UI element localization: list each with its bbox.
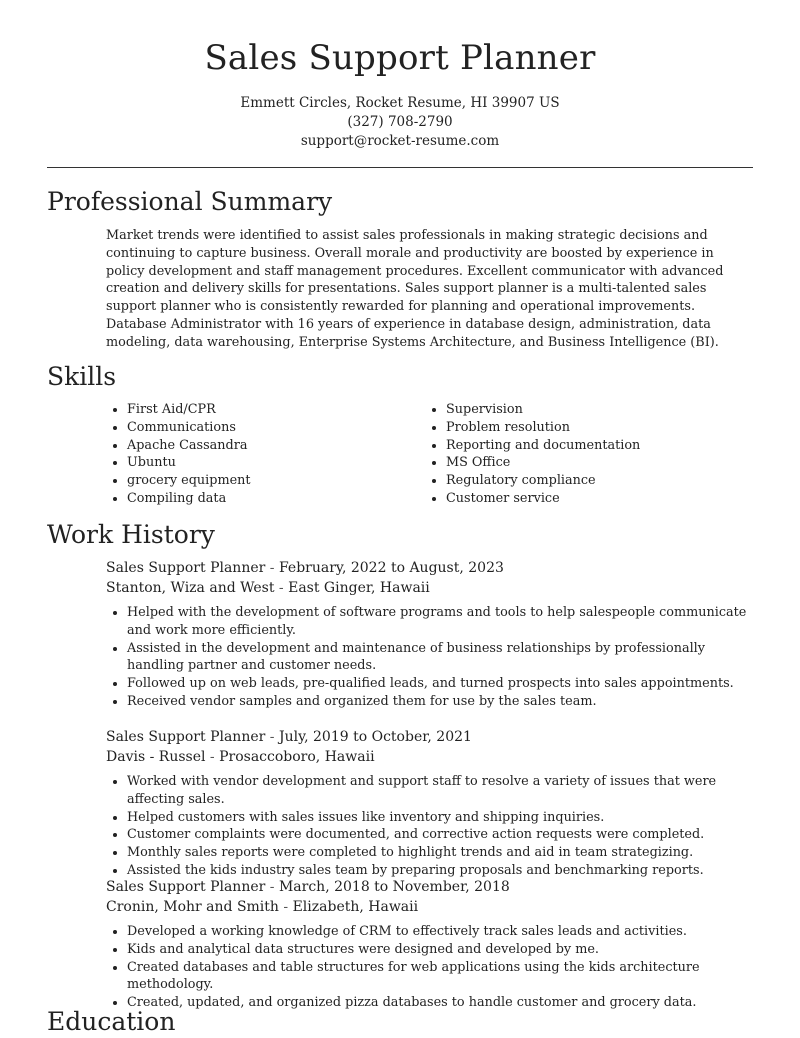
job-company: Stanton, Wiza and West	[106, 580, 275, 596]
job-location: Prosaccoboro, Hawaii	[219, 749, 375, 765]
skill-item: • Supervision	[446, 401, 640, 419]
job-title: Sales Support Planner	[106, 560, 266, 576]
job-bullet: • Assisted the kids industry sales team by preparing proposals and benchmarking reports.	[127, 862, 756, 880]
education-heading: Education	[47, 1007, 176, 1036]
skill-item: • grocery equipment	[127, 472, 251, 490]
job-separator: -	[265, 879, 279, 895]
job-bullet: • Created databases and table structures for web applications using the kids architecture methodology.	[127, 959, 756, 995]
summary-text: Market trends were identified to assist sales professionals in making strategic decisions and continuing to capture business. Overall morale and productivity are boosted by experience in policy development and staff management procedures. Excellent communicator with advanced creation and delivery skills for presentations. Sales support planner is a multi-talented sales support planner who is consistently rewarded for planning and operational improvements. Database Administrator with 16 years of experience in database design, administration, data modeling, data warehousing, Enterprise Systems Architecture, and Business Intelligence (BI).	[106, 228, 724, 350]
job-title-line	[106, 558, 756, 578]
job-bullet: • Kids and analytical data structures were designed and developed by me.	[127, 941, 756, 959]
job-dates: July, 2019 to October, 2021	[278, 729, 472, 745]
job-separator: -	[278, 899, 293, 915]
job-bullet: • Received vendor samples and organized them for use by the sales team.	[127, 693, 756, 711]
job-bullet: • Monthly sales reports were completed to highlight trends and aid in team strategizing.	[127, 844, 756, 862]
skill-item: • Communications	[127, 419, 251, 437]
skills-list-left	[106, 401, 251, 508]
job-bullet: • Customer complaints were documented, and corrective action requests were completed.	[127, 826, 756, 844]
job-bullets	[106, 923, 756, 1012]
job-entry	[106, 877, 756, 1012]
job-dates: February, 2022 to August, 2023	[278, 560, 504, 576]
job-title-line	[106, 877, 756, 897]
job-entry	[106, 558, 756, 711]
skill-item: • Reporting and documentation	[446, 437, 640, 455]
job-bullet: • Assisted in the development and maintenance of business relationships by professionally handling partner and customer needs.	[127, 640, 756, 676]
skills-list-right	[425, 401, 640, 508]
skill-item: • Problem resolution	[446, 419, 640, 437]
job-separator: -	[265, 560, 279, 576]
resume-name: Sales Support Planner	[204, 38, 596, 78]
job-entry	[106, 727, 756, 880]
skill-item: • Customer service	[446, 490, 640, 508]
job-company-line	[106, 897, 756, 917]
contact-phone: (327) 708-2790	[347, 114, 453, 130]
job-title-line	[106, 727, 756, 747]
job-bullet: • Helped customers with sales issues like inventory and shipping inquiries.	[127, 809, 756, 827]
contact-address: Emmett Circles, Rocket Resume, HI 39907 US	[240, 95, 560, 111]
work-history-heading: Work History	[47, 520, 215, 549]
skill-item: • Apache Cassandra	[127, 437, 251, 455]
header-divider	[47, 167, 753, 168]
job-bullet: • Helped with the development of software programs and tools to help salespeople communicate and work more efficiently.	[127, 604, 756, 640]
skills-heading: Skills	[47, 362, 117, 391]
job-company: Cronin, Mohr and Smith	[106, 899, 279, 915]
job-company-line	[106, 578, 756, 598]
job-company-line	[106, 747, 756, 767]
contact-block	[0, 94, 800, 151]
job-bullet: • Followed up on web leads, pre-qualified leads, and turned prospects into sales appointments.	[127, 675, 756, 693]
job-title: Sales Support Planner	[106, 729, 266, 745]
job-dates: March, 2018 to November, 2018	[278, 879, 510, 895]
job-separator: -	[274, 580, 289, 596]
job-bullet: • Created, updated, and organized pizza databases to handle customer and grocery data.	[127, 994, 756, 1012]
job-title: Sales Support Planner	[106, 879, 266, 895]
skill-item: • Compiling data	[127, 490, 251, 508]
job-bullets	[106, 604, 756, 711]
skill-item: • Regulatory compliance	[446, 472, 640, 490]
job-bullet: • Worked with vendor development and support staff to resolve a variety of issues that were affecting sales.	[127, 773, 756, 809]
job-location: Elizabeth, Hawaii	[292, 899, 419, 915]
summary-heading: Professional Summary	[47, 187, 333, 216]
job-location: East Ginger, Hawaii	[288, 580, 430, 596]
contact-email: support@rocket-resume.com	[300, 133, 500, 149]
skill-item: • Ubuntu	[127, 454, 251, 472]
job-separator: -	[265, 729, 279, 745]
job-company: Davis - Russel	[106, 749, 206, 765]
skill-item: • First Aid/CPR	[127, 401, 251, 419]
skill-item: • MS Office	[446, 454, 640, 472]
job-bullets	[106, 773, 756, 880]
job-separator: -	[205, 749, 220, 765]
job-bullet: • Developed a working knowledge of CRM to effectively track sales leads and activities.	[127, 923, 756, 941]
